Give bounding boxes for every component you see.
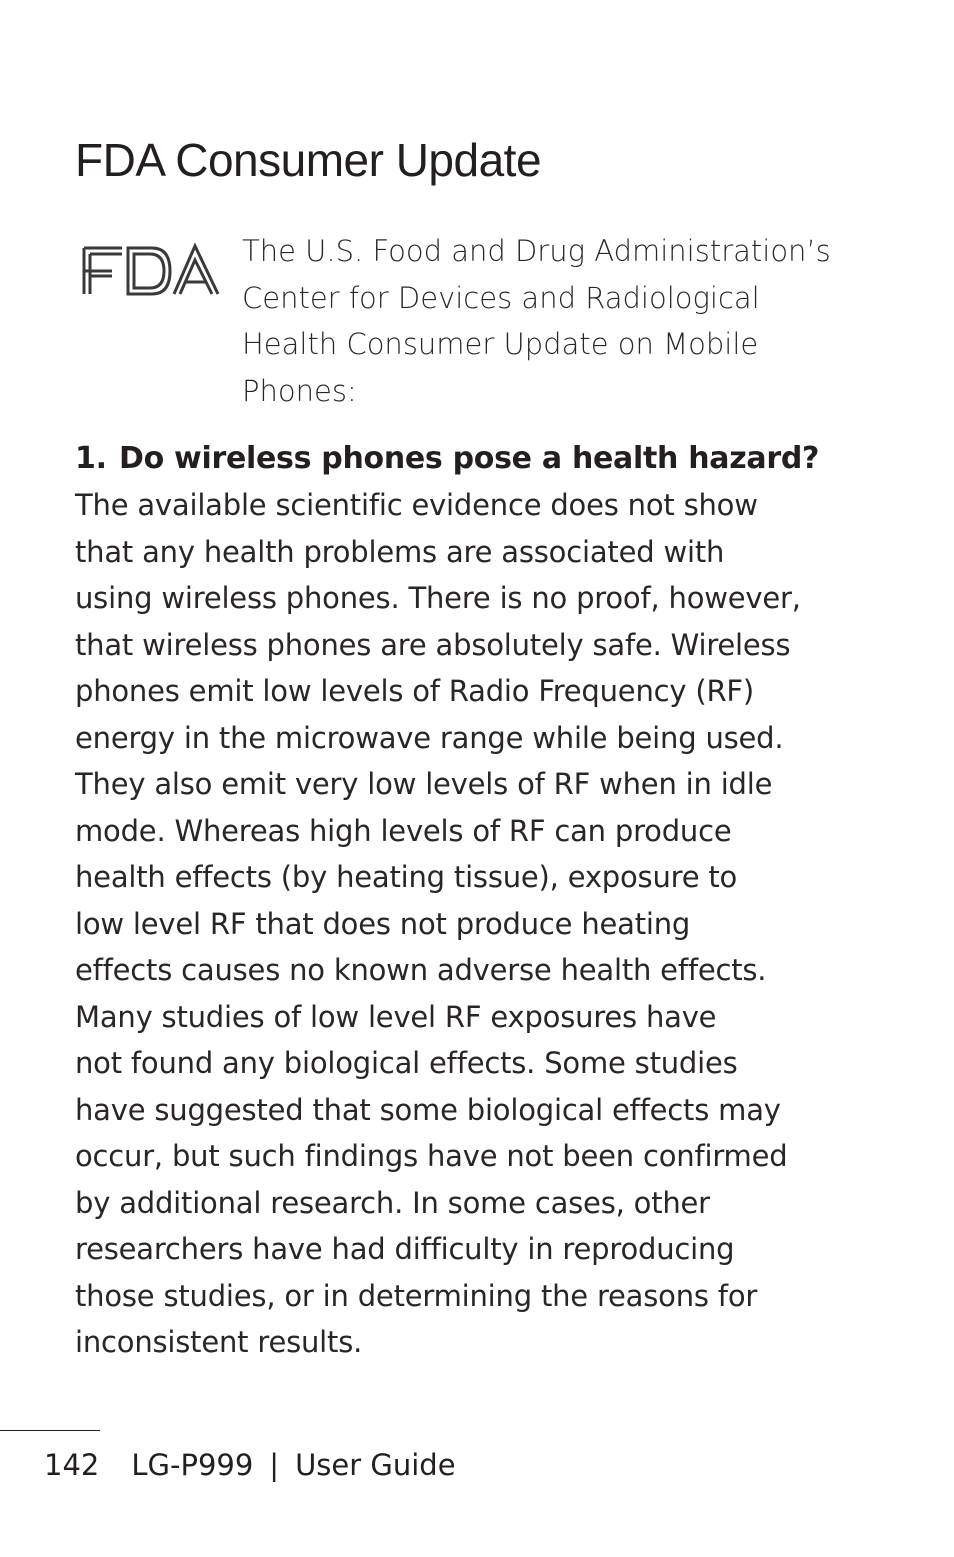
answer-line: energy in the microwave range while being used. bbox=[75, 720, 784, 755]
answer-line: inconsistent results. bbox=[75, 1325, 363, 1359]
question-heading bbox=[75, 436, 819, 483]
intro-line: Phones: bbox=[242, 373, 357, 408]
page-title: FDA Consumer Update bbox=[75, 134, 542, 186]
answer-line: that any health problems are associated with bbox=[75, 534, 725, 569]
answer-paragraph bbox=[75, 482, 895, 1366]
answer-line: by additional research. In some cases, other bbox=[75, 1185, 710, 1220]
page-footer bbox=[44, 1442, 456, 1488]
answer-line: occur, but such findings have not been confirmed bbox=[75, 1139, 788, 1173]
intro-line: Health Consumer Update on Mobile bbox=[242, 327, 759, 361]
answer-line: researchers have had difficulty in reproducing bbox=[75, 1232, 735, 1266]
footer-guide-title: User Guide bbox=[295, 1448, 456, 1482]
answer-line: They also emit very low levels of RF when in idle bbox=[75, 767, 773, 801]
answer-line: using wireless phones. There is no proof, however, bbox=[75, 581, 801, 615]
answer-line: have suggested that some biological effects may bbox=[75, 1092, 781, 1127]
page-number: 142 bbox=[44, 1448, 100, 1482]
intro-line: Center for Devices and Radiological bbox=[242, 280, 760, 315]
answer-line: those studies, or in determining the reasons for bbox=[75, 1278, 758, 1313]
footer-model: LG-P999 bbox=[131, 1448, 254, 1482]
answer-line: The available scientific evidence does not show bbox=[75, 488, 758, 522]
question-number: 1. bbox=[75, 441, 107, 476]
footer-divider bbox=[0, 1430, 100, 1431]
answer-line: phones emit low levels of Radio Frequency (RF) bbox=[75, 674, 755, 708]
footer-separator: | bbox=[269, 1448, 280, 1482]
intro-line: The U.S. Food and Drug Administration’s bbox=[242, 234, 831, 268]
answer-line: not found any biological effects. Some studies bbox=[75, 1046, 738, 1080]
answer-line: health effects (by heating tissue), exposure to bbox=[75, 860, 738, 894]
answer-line: mode. Whereas high levels of RF can produce bbox=[75, 813, 732, 848]
answer-line: Many studies of low level RF exposures have bbox=[75, 999, 717, 1034]
intro-paragraph bbox=[242, 228, 882, 414]
answer-line: effects causes no known adverse health effects. bbox=[75, 953, 767, 987]
answer-line: low level RF that does not produce heating bbox=[75, 906, 691, 941]
answer-line: that wireless phones are absolutely safe. Wireless bbox=[75, 627, 791, 662]
question-text: Do wireless phones pose a health hazard? bbox=[119, 441, 820, 476]
fda-logo-icon bbox=[82, 238, 222, 302]
